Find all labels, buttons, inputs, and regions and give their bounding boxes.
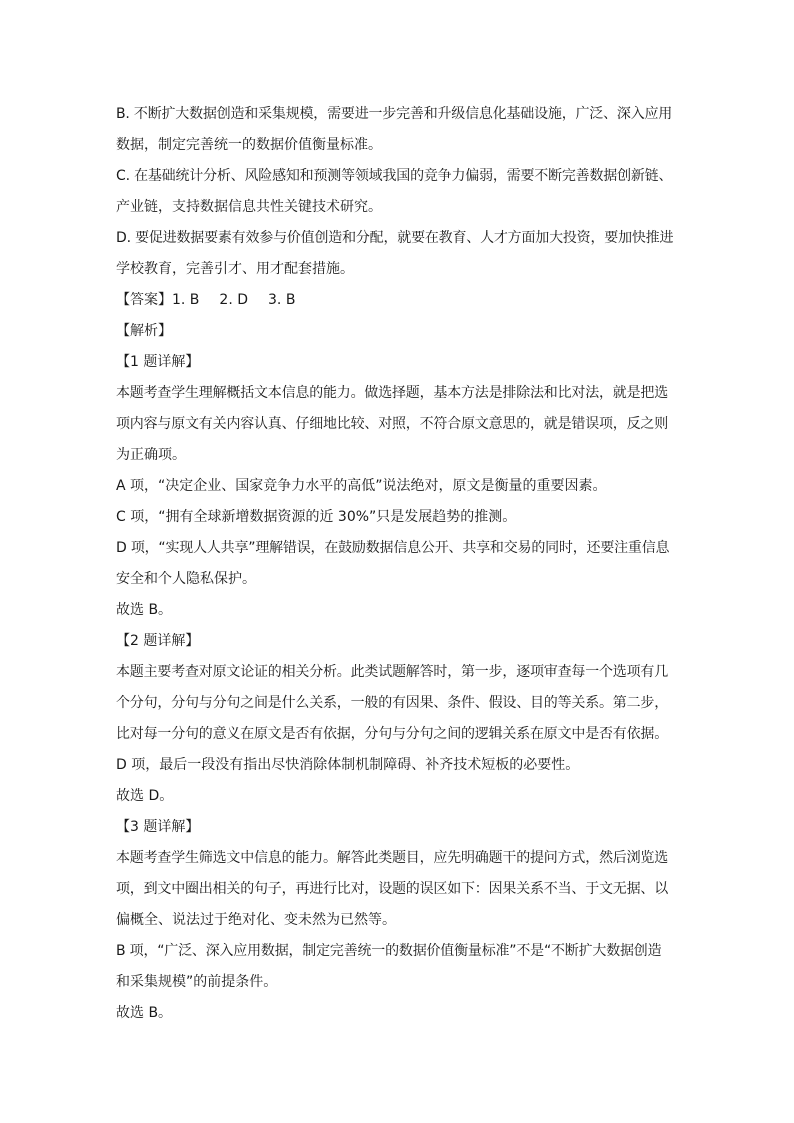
q3-line: 和采集规模”的前提条件。	[116, 974, 278, 990]
analysis-heading: 【解析】	[116, 323, 172, 339]
q3-line: B 项，“广泛、深入应用数据，制定完善统一的数据价值衡量标准”不是“不断扩大数据创造	[116, 943, 662, 959]
q3-line: 故选 B。	[116, 1005, 173, 1021]
q2-line: 本题主要考查对原文论证的相关分析。此类试题解答时，第一步，逐项审查每一个选项有几	[116, 664, 668, 680]
option-b-line-1: B. 不断扩大数据创造和采集规模，需要进一步完善和升级信息化基础设施，广泛、深入应用	[116, 106, 673, 122]
answer-1: 1. B	[172, 292, 200, 308]
answer-3: 3. B	[268, 292, 296, 308]
q1-line: D 项，“实现人人共享”理解错误，在鼓励数据信息公开、共享和交易的同时，还要注重信息	[116, 540, 670, 556]
q3-heading: 【3 题详解】	[116, 819, 200, 835]
q3-line: 偏概全、说法过于绝对化、变未然为已然等。	[116, 912, 396, 928]
q2-line: 比对每一分句的意义在原文是否有依据，分句与分句之间的逻辑关系在原文中是否有依据。	[116, 726, 668, 742]
option-c-line-1: C. 在基础统计分析、风险感知和预测等领域我国的竞争力偏弱，需要不断完善数据创新链、	[116, 168, 673, 184]
q1-line: C 项，“拥有全球新增数据资源的近 30%”只是发展趋势的推测。	[116, 509, 517, 525]
option-d-line-2: 学校教育，完善引才、用才配套措施。	[116, 261, 354, 277]
option-d-line-1: D. 要促进数据要素有效参与价值创造和分配，就要在教育、人才方面加大投资，要加快推进	[116, 230, 674, 246]
option-b-line-2: 数据，制定完善统一的数据价值衡量标准。	[116, 137, 382, 153]
answer-2: 2. D	[219, 292, 249, 308]
q1-line: 项内容与原文有关内容认真、仔细地比较、对照，不符合原文意思的，就是错误项，反之则	[116, 416, 668, 432]
q2-line: D 项，最后一段没有指出尽快消除体制机制障碍、补齐技术短板的必要性。	[116, 757, 580, 773]
answer-line	[116, 285, 696, 316]
q1-line: 安全和个人隐私保护。	[116, 571, 256, 587]
q2-line: 故选 D。	[116, 788, 174, 804]
answer-label: 【答案】	[116, 292, 172, 308]
q3-line: 本题考查学生筛选文中信息的能力。解答此类题目，应先明确题干的提问方式，然后浏览选	[116, 850, 668, 866]
q1-line: 故选 B。	[116, 602, 173, 618]
q1-line: 本题考查学生理解概括文本信息的能力。做选择题，基本方法是排除法和比对法，就是把选	[116, 385, 668, 401]
q1-heading: 【1 题详解】	[116, 354, 200, 370]
q1-line: A 项，“决定企业、国家竞争力水平的高低”说法绝对，原文是衡量的重要因素。	[116, 478, 607, 494]
answer-analysis-text	[116, 99, 696, 1029]
q3-line: 项，到文中圈出相关的句子，再进行比对，设题的误区如下：因果关系不当、于文无据、以	[116, 881, 668, 897]
q2-heading: 【2 题详解】	[116, 633, 200, 649]
q1-line: 为正确项。	[116, 447, 186, 463]
q2-line: 个分句，分句与分句之间是什么关系，一般的有因果、条件、假设、目的等关系。第二步，	[116, 695, 668, 711]
option-c-line-2: 产业链，支持数据信息共性关键技术研究。	[116, 199, 382, 215]
